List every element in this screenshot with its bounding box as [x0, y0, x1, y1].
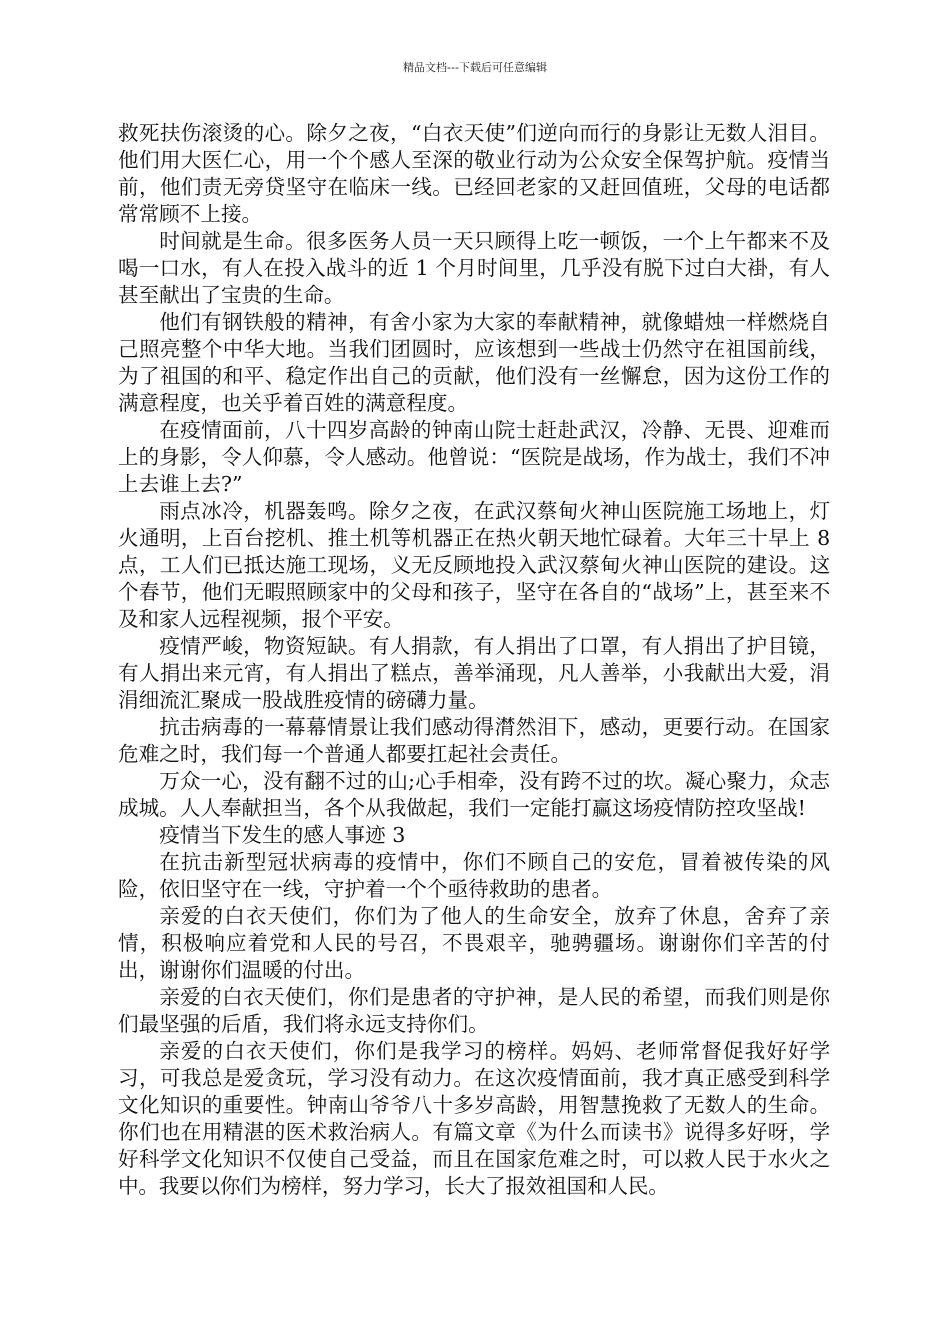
paragraph-1: 救死扶伤滚烫的心。除夕之夜，“白衣天使”们逆向而行的身影让无数人泪目。他们用大医仁心，用一个个感人至深的敬业行动为公众安全保驾护航。疫情当前，他们责无旁贷坚守在临床一线。已经回老家的又赶回值班，父母的电话都常常顾不上接。: [118, 121, 830, 226]
section-heading: 疫情当下发生的感人事迹 3: [159, 823, 406, 847]
page-header: 精品文档---下载后可任意编辑: [403, 61, 547, 74]
paragraph-12: 亲爱的白衣天使们，你们是我学习的榜样。妈妈、老师常督促我好好学习，可我总是爱贪玩，学习没有动力。在这次疫情面前，我才真正感受到科学文化知识的重要性。钟南山爷爷八十多岁高龄，用智慧挽救了无数人的生命。你们也在用精湛的医术救治病人。有篇文章《为什么而读书》说得多好呀，学好科学文化知识不仅使自己受益，而且在国家危难之时，可以救人民于水火之中。我要以你们为榜样，努力学习，长大了报效祖国和人民。: [118, 1039, 830, 1198]
paragraph-4: 在疫情面前，八十四岁高龄的钟南山院士赶赴武汉，冷静、无畏、迎难而上的身影，令人仰慕，令人感动。他曾说：“医院是战场，作为战士，我们不冲上去谁上去?”: [118, 418, 830, 496]
paragraph-11: 亲爱的白衣天使们，你们是患者的守护神，是人民的希望，而我们则是你们最坚强的后盾，我们将永远支持你们。: [118, 985, 830, 1036]
paragraph-9: 在抗击新型冠状病毒的疫情中，你们不顾自己的安危，冒着被传染的风险，依旧坚守在一线，守护着一个个亟待救助的患者。: [118, 850, 830, 901]
paragraph-3: 他们有钢铁般的精神，有舍小家为大家的奉献精神，就像蜡烛一样燃烧自己照亮整个中华大地。当我们团圆时，应该想到一些战士仍然守在祖国前线，为了祖国的和平、稳定作出自己的贡献，他们没有一丝懈怠，因为这份工作的满意程度，也关乎着百姓的满意程度。: [118, 310, 830, 415]
paragraph-7: 抗击病毒的一幕幕情景让我们感动得潸然泪下，感动，更要行动。在国家危难之时，我们每一个普通人都要扛起社会责任。: [118, 715, 830, 766]
paragraph-2: 时间就是生命。很多医务人员一天只顾得上吃一顿饭，一个上午都来不及喝一口水，有人在投入战斗的近 1 个月时间里，几乎没有脱下过白大褂，有人甚至献出了宝贵的生命。: [118, 229, 830, 307]
paragraph-8: 万众一心，没有翻不过的山;心手相牵，没有跨不过的坎。凝心聚力，众志成城。人人奉献担当，各个从我做起，我们一定能打赢这场疫情防控攻坚战!: [118, 769, 830, 820]
paragraph-10: 亲爱的白衣天使们，你们为了他人的生命安全，放弃了休息，舍弃了亲情，积极响应着党和人民的号召，不畏艰辛，驰骋疆场。谢谢你们辛苦的付出，谢谢你们温暖的付出。: [118, 904, 830, 982]
document-body: [118, 120, 837, 1200]
paragraph-6: 疫情严峻，物资短缺。有人捐款，有人捐出了口罩，有人捐出了护目镜，有人捐出来元宵，有人捐出了糕点，善举涌现，凡人善举，小我献出大爱，涓涓细流汇聚成一股战胜疫情的磅礴力量。: [118, 634, 830, 712]
paragraph-5: 雨点冰冷，机器轰鸣。除夕之夜，在武汉蔡甸火神山医院施工场地上，灯火通明，上百台挖机、推土机等机器正在热火朝天地忙碌着。大年三十早上 8 点，工人们已抵达施工现场，义无反顾地投入武汉蔡甸火神山医院的建设。这个春节，他们无暇照顾家中的父母和孩子，坚守在各自的“战场”上，甚至来不及和家人远程视频，报个平安。: [118, 499, 837, 631]
